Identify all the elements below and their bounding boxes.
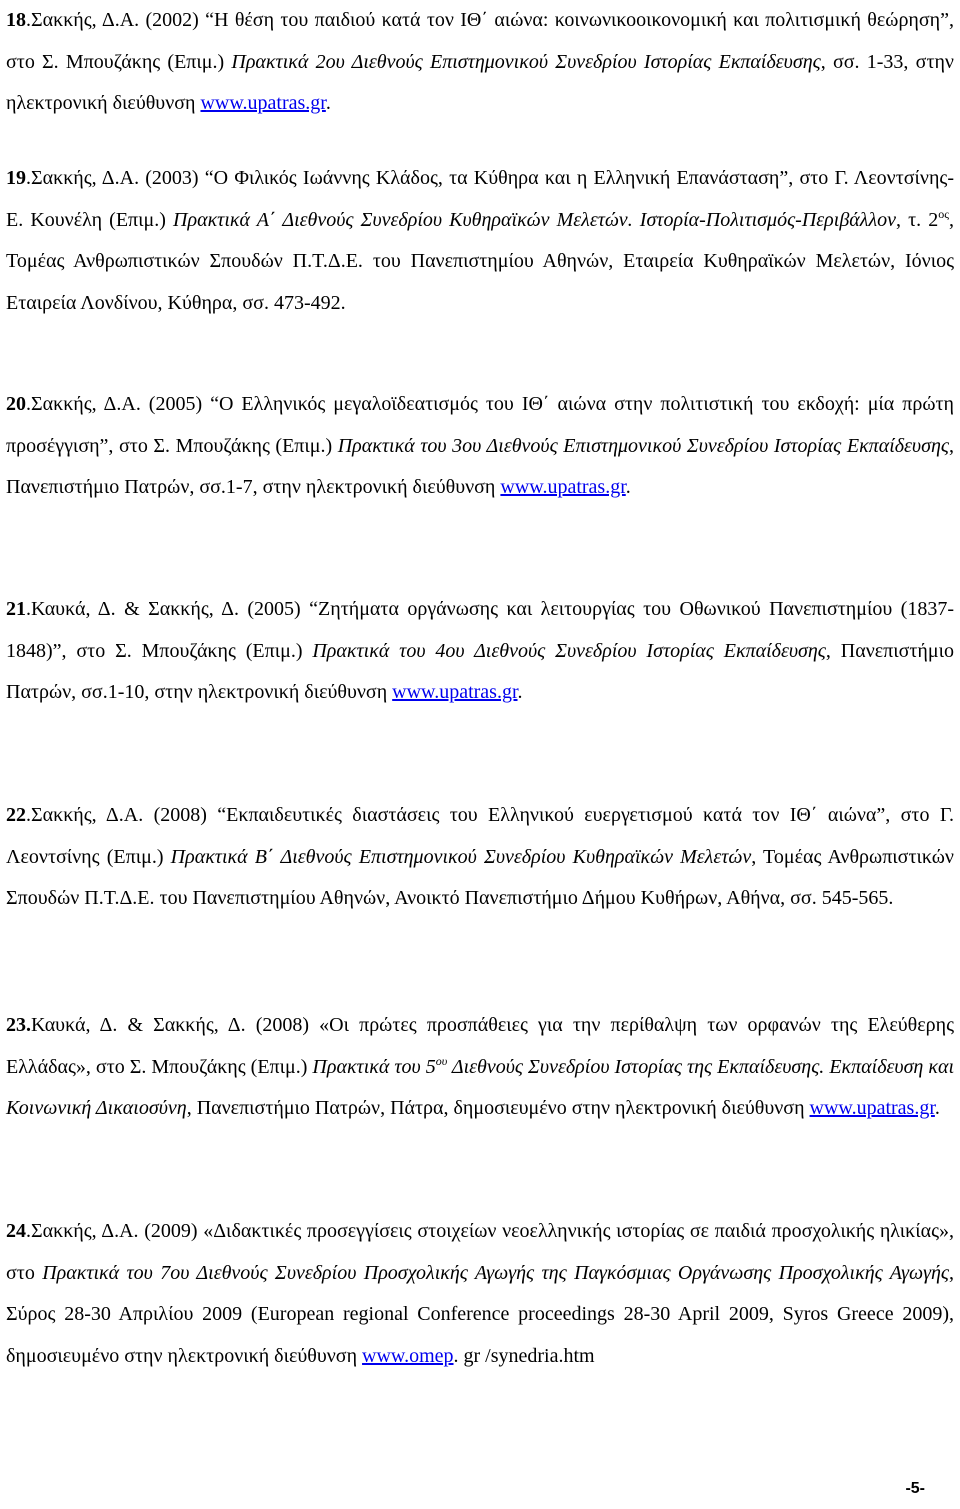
- reference-segment: , τ. 2: [895, 208, 939, 231]
- reference-segment: .: [625, 476, 631, 498]
- reference-23: [6, 1005, 954, 1130]
- reference-text: [6, 1220, 954, 1367]
- url-link[interactable]: www.upatras.gr: [200, 92, 326, 114]
- reference-text: [6, 167, 954, 314]
- reference-20: [6, 384, 954, 509]
- reference-segment: Σακκής, Δ.Α. (2005) “Ο Ελληνικός μεγαλοϊδεατισμός του ΙΘ΄ αιώνα στην πολιτιστική του εκδοχή: μία πρώτη προσέγγιση”, στο Σ. Μπουζάκης (Επιμ.): [6, 393, 954, 457]
- italic-title-text: Πρακτικά του 7ου Διεθνούς Συνεδρίου Προσχολικής Αγωγής της Παγκόσμιας Οργάνωσης Προσχολικής Αγωγής: [42, 1261, 949, 1284]
- italic-title-text: Πρακτικά του 5: [312, 1055, 436, 1078]
- reference-number: 22.: [6, 804, 31, 826]
- reference-segment: .: [325, 92, 331, 114]
- reference-segment: , Πανεπιστήμιο Πατρών, σσ.1-10, στην ηλεκτρονική διεύθυνση: [6, 639, 954, 703]
- reference-segment: , Πανεπιστήμιο Πατρών, σσ.1-7, στην ηλεκτρονική διεύθυνση: [6, 434, 955, 498]
- reference-22: [6, 795, 954, 920]
- reference-19: [6, 158, 954, 324]
- url-link[interactable]: www.upatras.gr: [809, 1097, 935, 1119]
- reference-text: [6, 9, 954, 114]
- url-link[interactable]: www.omep: [362, 1344, 454, 1367]
- reference-text: [6, 598, 954, 703]
- italic-title-text: Πρακτικά του 4ου Διεθνούς Συνεδρίου Ιστορίας Εκπαίδευσης: [312, 639, 826, 662]
- italic-title-text: Πρακτικά 2ου Διεθνούς Επιστημονικού Συνεδρίου Ιστορίας Εκπαίδευσης: [231, 50, 821, 73]
- italic-title-text: Πρακτικά του 3ου Διεθνούς Επιστημονικού Συνεδρίου Ιστορίας Εκπαίδευσης: [337, 434, 950, 457]
- reference-segment: .: [934, 1097, 940, 1119]
- reference-segment: . gr /synedria.htm: [453, 1344, 595, 1367]
- reference-segment: Σακκής, Δ.Α. (2008) “Εκπαιδευτικές διαστάσεις του Ελληνικού ευεργετισμού κατά τον ΙΘ΄ αιώνα”, στο Γ. Λεοντσίνης (Επιμ.): [6, 804, 954, 868]
- reference-segment: Σακκής, Δ.Α. (2002) “Η θέση του παιδιού κατά τον ΙΘ΄ αιώνα: κοινωνικοοικονομική και πολιτισμική θεώρηση”, στο Σ. Μπουζάκης (Επιμ.): [6, 9, 954, 73]
- reference-number: 23.: [6, 1014, 31, 1036]
- reference-text: [6, 393, 954, 498]
- reference-number: 24.: [6, 1220, 31, 1242]
- reference-segment: Σακκής, Δ.Α. (2003) “Ο Φιλικός Ιωάννης Κλάδος, τα Κύθηρα και η Ελληνική Επανάσταση”, στο Γ. Λεοντσίνης- Ε. Κουνέλη (Επιμ.): [6, 167, 954, 231]
- reference-21: [6, 589, 954, 714]
- italic-title-text: Πρακτικά Β΄ Διεθνούς Επιστημονικού Συνεδρίου Κυθηραϊκών Μελετών: [170, 845, 752, 868]
- reference-text: [6, 804, 954, 909]
- italic-title-text: ου: [435, 1053, 448, 1068]
- reference-segment: , σσ. 1-33, στην ηλεκτρονική διεύθυνση: [6, 50, 954, 114]
- url-link[interactable]: www.upatras.gr: [392, 681, 518, 703]
- reference-segment: , Τομέας Ανθρωπιστικών Σπουδών Π.Τ.Δ.Ε. του Πανεπιστημίου Αθηνών, Εταιρεία Κυθηραϊκών Μελετών, Ιόνιος Εταιρεία Λονδίνου, Κύθηρα, σσ. 473-492.: [6, 208, 954, 314]
- url-link[interactable]: www.upatras.gr: [500, 476, 626, 498]
- reference-number: 20.: [6, 393, 31, 415]
- reference-number: 19.: [6, 167, 31, 189]
- reference-number: 18.: [6, 9, 31, 31]
- reference-18: [6, 0, 954, 125]
- reference-segment: , Τομέας Ανθρωπιστικών Σπουδών Π.Τ.Δ.Ε. του Πανεπιστημίου Αθηνών, Ανοικτό Πανεπιστήμιο Δήμου Κυθήρων, Αθήνα, σσ. 545-565.: [6, 845, 954, 909]
- italic-title-text: Πρακτικά Α΄ Διεθνούς Συνεδρίου Κυθηραϊκών Μελετών. Ιστορία-Πολιτισμός-Περιβάλλον: [173, 208, 896, 231]
- reference-segment: .: [517, 681, 523, 703]
- reference-text: [6, 1014, 954, 1119]
- reference-24: [6, 1211, 954, 1377]
- page-number: -5-: [905, 1480, 925, 1497]
- italic-title-text: Διεθνούς Συνεδρίου Ιστορίας της Εκπαίδευσης. Εκπαίδευση και Κοινωνική Δικαιοσύνη: [6, 1055, 955, 1119]
- reference-segment: Σακκής, Δ.Α. (2009) «Διδακτικές προσεγγίσεις στοιχείων νεοελληνικής ιστορίας σε παιδιά προσχολικής ηλικίας», στο: [6, 1220, 954, 1284]
- reference-segment: , Σύρος 28-30 Απριλίου 2009 (European regional Conference proceedings 28-30 April 2009, Syros Greece 2009), δημοσιευμένο στην ηλεκτρονική διεύθυνση: [6, 1261, 954, 1367]
- reference-number: 21.: [6, 598, 31, 620]
- reference-segment: ος: [938, 206, 949, 221]
- reference-segment: , Πανεπιστήμιο Πατρών, Πάτρα, δημοσιευμένο στην ηλεκτρονική διεύθυνση: [186, 1097, 810, 1119]
- reference-segment: Καυκά, Δ. & Σακκής, Δ. (2005) “Ζητήματα οργάνωσης και λειτουργίας του Οθωνικού Πανεπιστημίου (1837-1848)”, στο Σ. Μπουζάκης (Επιμ.): [6, 598, 954, 662]
- reference-segment: Καυκά, Δ. & Σακκής, Δ. (2008) «Οι πρώτες προσπάθειες για την περίθαλψη των ορφανών της Ελεύθερης Ελλάδας», στο Σ. Μπουζάκης (Επιμ.): [6, 1014, 954, 1078]
